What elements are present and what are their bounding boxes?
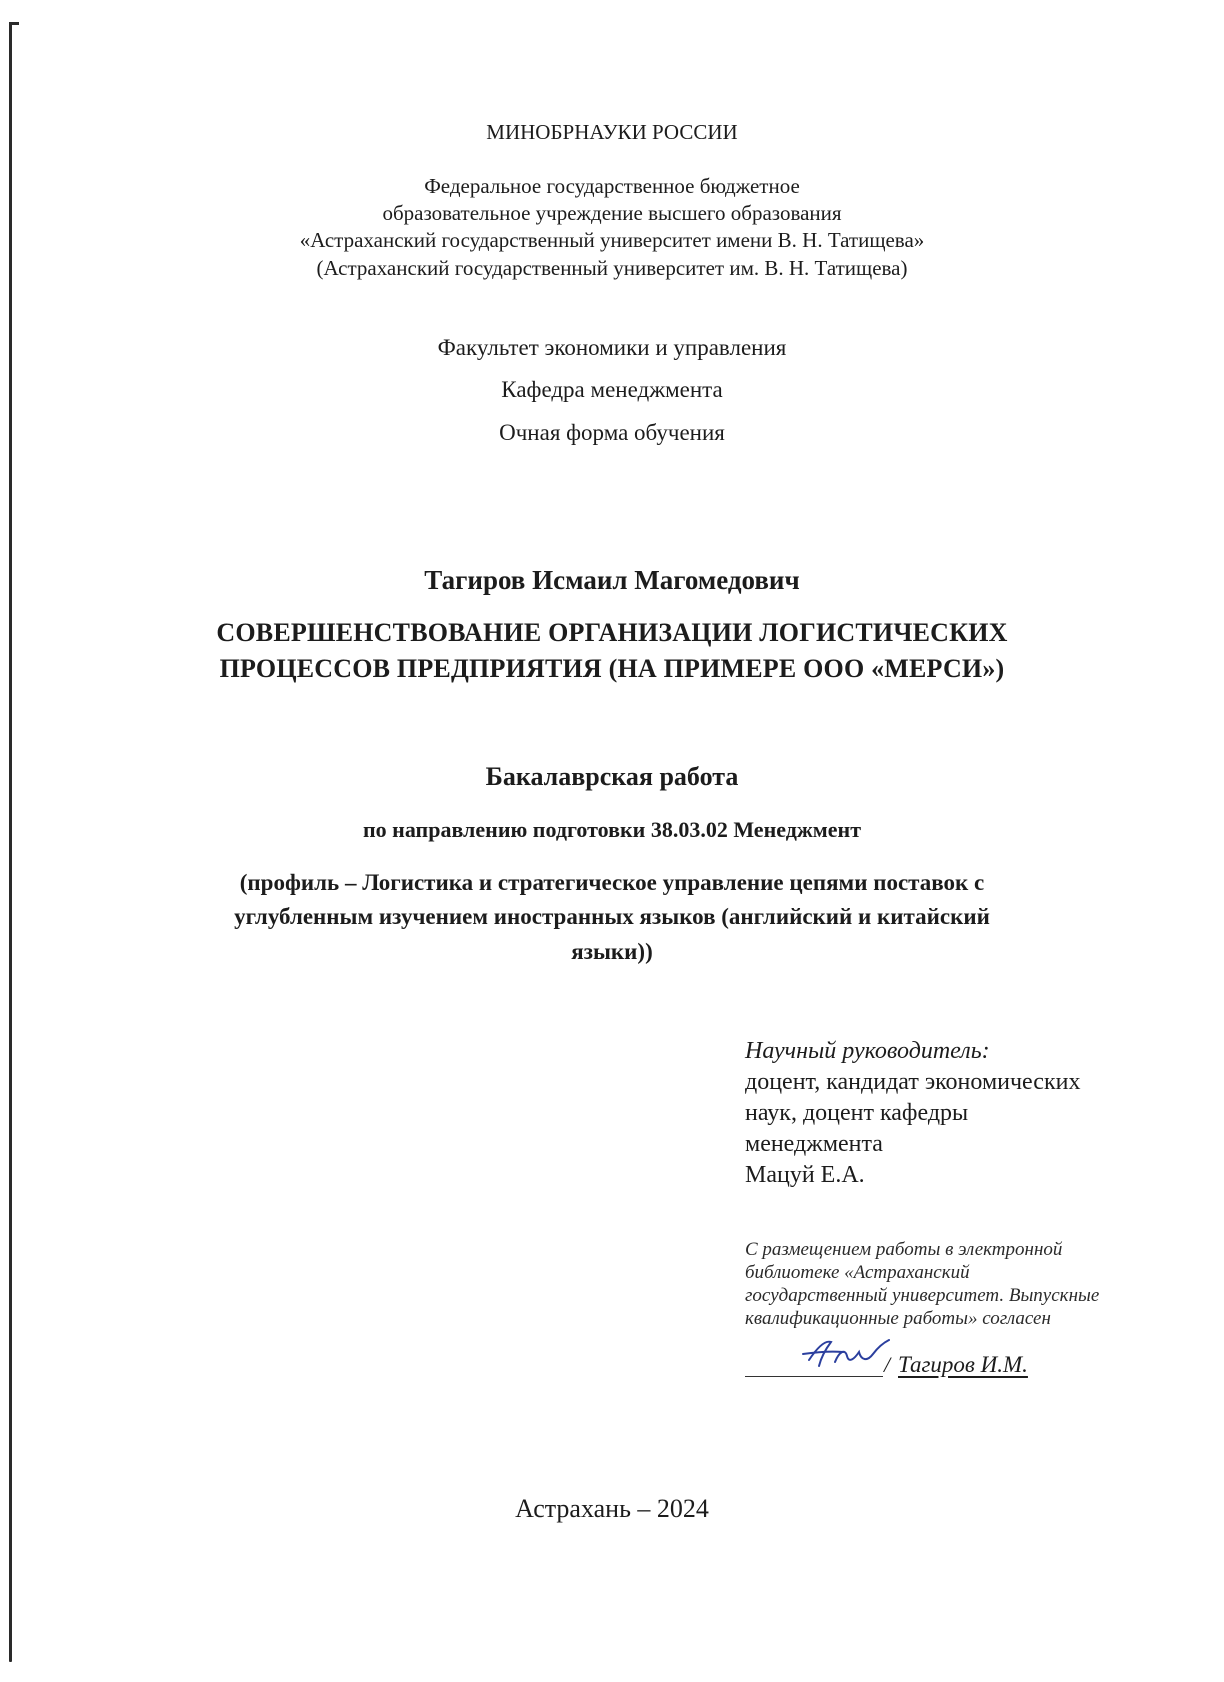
- study-direction: по направлению подготовки 38.03.02 Менеджмент: [362, 817, 862, 842]
- consent-line-2: библиотеке «Астраханский: [745, 1262, 970, 1283]
- institution-line-2: образовательное учреждение высшего образования: [382, 201, 842, 225]
- supervisor-line-2: наук, доцент кафедры: [745, 1100, 969, 1126]
- study-form: Очная форма обучения: [499, 420, 725, 445]
- supervisor-line-1: доцент, кандидат экономических: [745, 1069, 1081, 1095]
- signer-name: Тагиров И.М.: [898, 1352, 1028, 1377]
- profile-line-2: углубленным изучением иностранных языков (английский и китайский: [234, 904, 990, 929]
- work-type: Бакалаврская работа: [485, 762, 739, 791]
- supervisor-role: Научный руководитель:: [745, 1038, 990, 1064]
- signature-line: [745, 1376, 883, 1377]
- supervisor-name: Мацуй Е.А.: [745, 1162, 865, 1188]
- institution-line-4: (Астраханский государственный университет им. В. Н. Татищева): [316, 256, 908, 280]
- thesis-topic-line-1: СОВЕРШЕНСТВОВАНИЕ ОРГАНИЗАЦИИ ЛОГИСТИЧЕСКИХ: [216, 618, 1008, 647]
- consent-line-4: квалификационные работы» согласен: [745, 1308, 1051, 1329]
- consent-block: [745, 1238, 1099, 1330]
- supervisor-line-3: менеджмента: [745, 1131, 883, 1157]
- profile-line-3: языки)): [571, 939, 653, 964]
- institution-line-1: Федеральное государственное бюджетное: [424, 174, 800, 198]
- signature-slash: /: [884, 1352, 891, 1377]
- supervisor-block: [745, 1036, 1080, 1191]
- department-name: Кафедра менеджмента: [501, 377, 723, 402]
- author-name: Тагиров Исмаил Магомедович: [424, 565, 800, 595]
- scan-border-corner: [9, 22, 19, 25]
- signature-row: [745, 1340, 1065, 1380]
- consent-line-3: государственный университет. Выпускные: [745, 1285, 1100, 1306]
- city-year: Астрахань – 2024: [515, 1494, 709, 1523]
- ministry-name: МИНОБРНАУКИ РОССИИ: [486, 120, 738, 144]
- institution-line-3: «Астраханский государственный университет имени В. Н. Татищева»: [299, 228, 925, 252]
- consent-line-1: С размещением работы в электронной: [745, 1239, 1063, 1260]
- handwritten-signature: [795, 1334, 891, 1370]
- profile-line-1: (профиль – Логистика и стратегическое управление цепями поставок с: [239, 870, 985, 895]
- faculty-name: Факультет экономики и управления: [437, 335, 787, 360]
- thesis-topic-line-2: ПРОЦЕССОВ ПРЕДПРИЯТИЯ (НА ПРИМЕРЕ ООО «МЕРСИ»): [219, 654, 1005, 683]
